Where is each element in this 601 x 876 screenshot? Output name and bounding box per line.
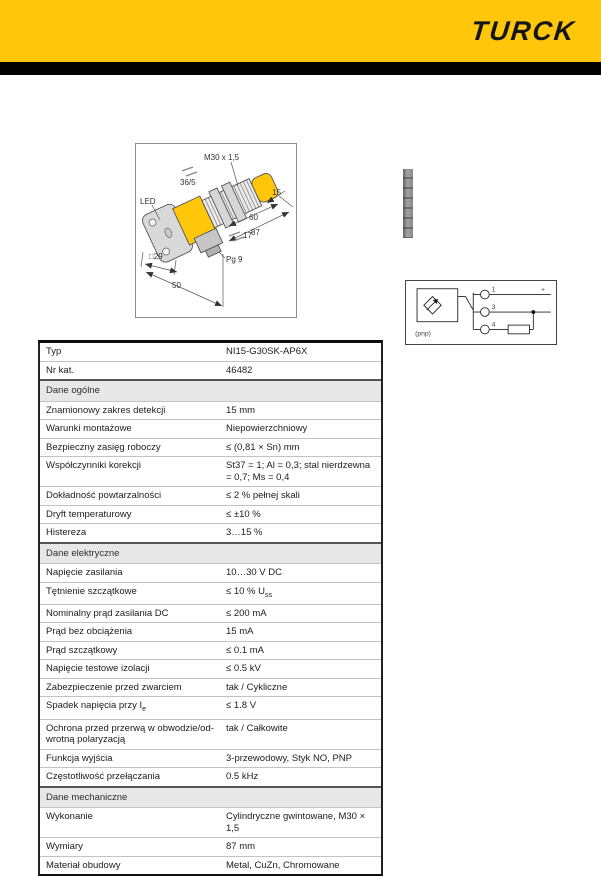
table-row xyxy=(40,767,381,786)
table-row xyxy=(40,582,381,604)
section-row xyxy=(40,379,381,401)
row-label: Funkcja wyjścia xyxy=(46,752,113,764)
row-value: Niepowierzchniowy xyxy=(226,423,308,434)
terminal-1-label: 1 xyxy=(491,286,496,294)
row-value: ≤ 2 % pełnej skali xyxy=(226,490,300,501)
dim-29-label: □29 xyxy=(149,252,163,261)
row-label: Prąd bez obciążenia xyxy=(46,626,133,638)
pnp-label: (pnp) xyxy=(415,330,431,338)
row-label: Wykonanie xyxy=(46,811,93,823)
wrench-size-label: 36/5 xyxy=(180,178,196,187)
dim-15-label: 15 xyxy=(272,188,281,197)
spec-table xyxy=(38,340,383,876)
row-label: Spadek napięcia przy $I_e$ xyxy=(46,700,147,714)
row-value: ≤ 0.5 kV xyxy=(226,663,261,675)
section-row xyxy=(40,542,381,564)
section-title: Dane ogólne xyxy=(46,385,100,396)
table-row xyxy=(40,641,381,660)
table-row xyxy=(40,438,381,457)
sensor-drawing-svg xyxy=(136,144,296,317)
section-row xyxy=(40,786,381,808)
row-label: Nr kat. xyxy=(46,364,74,376)
row-value: ≤ 0.1 mA xyxy=(226,644,264,656)
wiring-diagram xyxy=(405,280,557,345)
table-row xyxy=(40,807,381,837)
table-row xyxy=(40,678,381,697)
row-label: Nominalny prąd zasilania DC xyxy=(46,607,169,619)
row-label: Tętnienie szczątkowe xyxy=(46,585,137,597)
row-label: Bezpieczny zasięg roboczy xyxy=(46,441,161,453)
table-row xyxy=(40,749,381,768)
row-value: 15 mA xyxy=(226,626,254,638)
row-value: tak / Cykliczne xyxy=(226,681,288,693)
plus-label: + xyxy=(541,286,546,294)
table-row xyxy=(40,719,381,749)
row-label: Typ xyxy=(46,346,62,357)
row-label: Napięcie zasilania xyxy=(46,567,123,578)
led-label: LED xyxy=(140,197,156,206)
row-value: tak / Całkowite xyxy=(226,722,288,734)
table-row xyxy=(40,361,381,380)
gland-label: Pg 9 xyxy=(226,255,243,264)
row-label: Wymiary xyxy=(46,841,83,853)
table-row xyxy=(40,659,381,678)
row-value: ≤ 1.8 V xyxy=(226,700,257,712)
row-label: Materiał obudowy xyxy=(46,859,121,871)
header-stripe xyxy=(0,62,601,75)
row-value: 10…30 V DC xyxy=(226,567,282,578)
row-label: Prąd szczątkowy xyxy=(46,644,118,656)
wiring-svg xyxy=(406,281,556,344)
terminal-3-label: 3 xyxy=(491,304,496,312)
table-row xyxy=(40,486,381,505)
row-value: 3…15 % xyxy=(226,527,263,538)
row-value: Cylindryczne gwintowane, M30 × 1,5 xyxy=(226,811,366,834)
table-row xyxy=(40,343,381,361)
wrench-icon xyxy=(182,167,197,176)
table-row xyxy=(40,505,381,524)
table-row xyxy=(40,604,381,623)
row-value: 46482 xyxy=(226,364,253,376)
row-value: 3-przewodowy, Styk NO, PNP xyxy=(226,752,353,764)
row-value: ≤ 10 % $U_{ss}$ xyxy=(226,585,273,599)
terminal-4-label: 4 xyxy=(491,321,496,329)
section-title: Dane mechaniczne xyxy=(46,791,128,803)
thread-label: M30 x 1,5 xyxy=(204,153,240,162)
table-row xyxy=(40,419,381,438)
row-label: Częstotliwość przełączania xyxy=(46,771,161,783)
row-value: NI15-G30SK-AP6X xyxy=(226,346,308,357)
row-value: 87 mm xyxy=(226,841,256,853)
row-label: Znamionowy zakres detekcji xyxy=(46,404,166,416)
row-value: ≤ 200 mA xyxy=(226,607,267,619)
table-row xyxy=(40,622,381,641)
row-label: Dokładność powtarzalności xyxy=(46,490,162,501)
row-label: Dryft temperaturowy xyxy=(46,508,132,520)
table-row xyxy=(40,837,381,856)
table-row xyxy=(40,401,381,420)
dim-50-label: 50 xyxy=(172,281,181,290)
circuit-lines xyxy=(417,286,551,334)
header-band xyxy=(0,0,601,62)
row-label: Zabezpieczenie przed zwarciem xyxy=(46,681,182,693)
row-label: Histereza xyxy=(46,527,87,538)
row-label: Współczynniki korekcji xyxy=(46,460,142,471)
dim-17-label: 17 xyxy=(243,231,252,240)
row-value: St37 = 1; Al = 0,3; stal nierdzewna = 0,7; Ms = 0,4 xyxy=(226,460,371,483)
table-row xyxy=(40,523,381,542)
row-value: ≤ ±10 % xyxy=(226,508,261,520)
row-label: Ochrona przed przerwą w obwodzie/od-wrotną polaryzacją xyxy=(46,722,214,746)
dim-60-label: 60 xyxy=(249,213,258,222)
row-label: Warunki montażowe xyxy=(46,423,132,434)
row-value: 15 mm xyxy=(226,404,256,416)
dimension-drawing xyxy=(135,143,297,318)
turck-logo: TURCK xyxy=(468,16,577,46)
table-row xyxy=(40,856,381,875)
dim-87-label: 87 xyxy=(251,228,260,237)
section-title: Dane elektryczne xyxy=(46,547,120,559)
table-row xyxy=(40,456,381,486)
table-row xyxy=(40,696,381,718)
row-label: Napięcie testowe izolacji xyxy=(46,663,150,675)
row-value: Metal, CuZn, Chromowane xyxy=(226,859,340,871)
product-photo xyxy=(403,169,413,238)
row-value: 0.5 kHz xyxy=(226,771,259,783)
sensor-body xyxy=(140,160,291,276)
row-value: ≤ (0,81 × Sn) mm xyxy=(226,441,300,453)
table-row xyxy=(40,563,381,582)
